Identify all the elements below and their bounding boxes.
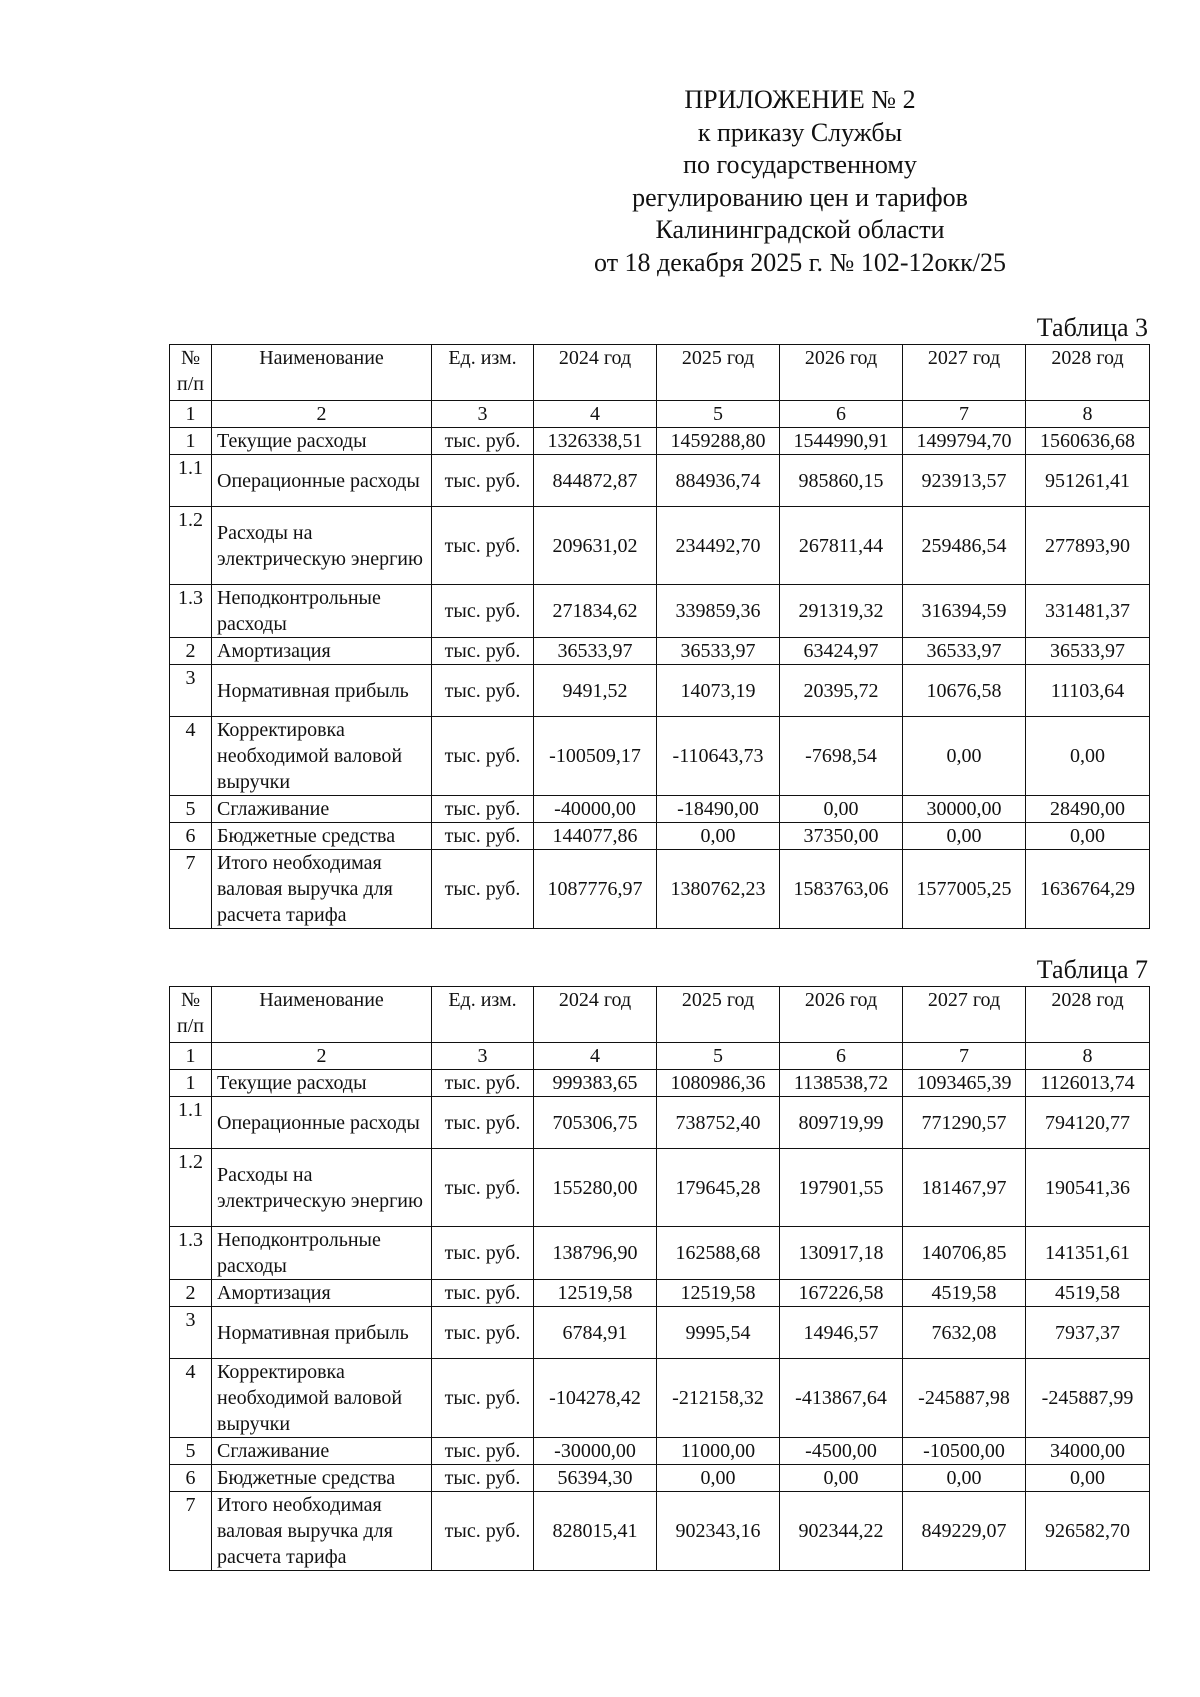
table-row xyxy=(170,507,1150,585)
row-unit: тыс. руб. xyxy=(432,455,534,507)
header-row xyxy=(170,987,1150,1043)
value-2027: 7632,08 xyxy=(903,1307,1026,1359)
value-2028: 34000,00 xyxy=(1026,1438,1150,1465)
value-2028: 4519,58 xyxy=(1026,1280,1150,1307)
header-line: регулированию цен и тарифов xyxy=(632,182,968,212)
value-2027: 10676,58 xyxy=(903,665,1026,717)
value-2025: -18490,00 xyxy=(657,796,780,823)
appendix-header xyxy=(540,84,1060,279)
value-2026: 809719,99 xyxy=(780,1097,903,1149)
row-number: 3 xyxy=(170,665,212,717)
value-2025: 36533,97 xyxy=(657,638,780,665)
value-2026: 130917,18 xyxy=(780,1227,903,1280)
value-2026: 1583763,06 xyxy=(780,850,903,929)
value-2028: 0,00 xyxy=(1026,823,1150,850)
row-name: Нормативная прибыль xyxy=(212,1307,432,1359)
header-line: от 18 декабря 2025 г. № 102-12окк/25 xyxy=(594,247,1006,277)
row-name: Текущие расходы xyxy=(212,428,432,455)
row-number: 7 xyxy=(170,850,212,929)
table-row xyxy=(170,1438,1150,1465)
value-2024: 144077,86 xyxy=(534,823,657,850)
value-2028: 11103,64 xyxy=(1026,665,1150,717)
data-table xyxy=(169,344,1150,929)
column-number: 4 xyxy=(534,1043,657,1070)
row-number: 6 xyxy=(170,1465,212,1492)
value-2024: 1326338,51 xyxy=(534,428,657,455)
row-unit: тыс. руб. xyxy=(432,665,534,717)
row-unit: тыс. руб. xyxy=(432,1307,534,1359)
table-row xyxy=(170,796,1150,823)
col-header-name: Наименование xyxy=(212,987,432,1043)
row-name: Операционные расходы xyxy=(212,1097,432,1149)
row-unit: тыс. руб. xyxy=(432,1438,534,1465)
value-2028: 0,00 xyxy=(1026,1465,1150,1492)
row-unit: тыс. руб. xyxy=(432,823,534,850)
table-row xyxy=(170,1097,1150,1149)
row-name: Бюджетные средства xyxy=(212,1465,432,1492)
column-number: 2 xyxy=(212,401,432,428)
table-row xyxy=(170,1149,1150,1227)
value-2028: 7937,37 xyxy=(1026,1307,1150,1359)
value-2027: 259486,54 xyxy=(903,507,1026,585)
value-2026: 902344,22 xyxy=(780,1492,903,1571)
row-unit: тыс. руб. xyxy=(432,1149,534,1227)
value-2027: 923913,57 xyxy=(903,455,1026,507)
col-header-2028: 2028 год xyxy=(1026,987,1150,1043)
column-number: 4 xyxy=(534,401,657,428)
value-2028: 331481,37 xyxy=(1026,585,1150,638)
column-number: 8 xyxy=(1026,1043,1150,1070)
value-2028: 794120,77 xyxy=(1026,1097,1150,1149)
value-2026: 0,00 xyxy=(780,1465,903,1492)
row-unit: тыс. руб. xyxy=(432,1097,534,1149)
row-name: Бюджетные средства xyxy=(212,823,432,850)
value-2027: -245887,98 xyxy=(903,1359,1026,1438)
table-row xyxy=(170,717,1150,796)
row-number: 1.3 xyxy=(170,1227,212,1280)
table-row xyxy=(170,1227,1150,1280)
row-number: 1 xyxy=(170,1070,212,1097)
row-number: 3 xyxy=(170,1307,212,1359)
value-2028: 926582,70 xyxy=(1026,1492,1150,1571)
value-2025: 9995,54 xyxy=(657,1307,780,1359)
row-number: 2 xyxy=(170,638,212,665)
value-2024: 6784,91 xyxy=(534,1307,657,1359)
column-number: 7 xyxy=(903,401,1026,428)
value-2027: 0,00 xyxy=(903,1465,1026,1492)
value-2024: 271834,62 xyxy=(534,585,657,638)
value-2025: 1459288,80 xyxy=(657,428,780,455)
col-header-no: № п/п xyxy=(170,345,212,401)
value-2026: -4500,00 xyxy=(780,1438,903,1465)
column-number: 3 xyxy=(432,401,534,428)
row-unit: тыс. руб. xyxy=(432,428,534,455)
value-2024: 56394,30 xyxy=(534,1465,657,1492)
value-2025: 234492,70 xyxy=(657,507,780,585)
row-number: 1.1 xyxy=(170,455,212,507)
value-2027: 849229,07 xyxy=(903,1492,1026,1571)
column-number: 5 xyxy=(657,401,780,428)
table-label: Таблица 3 xyxy=(1036,313,1148,342)
data-table xyxy=(169,986,1150,1571)
value-2028: 277893,90 xyxy=(1026,507,1150,585)
table-row xyxy=(170,1280,1150,1307)
row-number: 4 xyxy=(170,717,212,796)
row-number: 2 xyxy=(170,1280,212,1307)
row-number: 1.2 xyxy=(170,1149,212,1227)
col-header-no: № п/п xyxy=(170,987,212,1043)
header-line: к приказу Службы xyxy=(697,117,903,147)
value-2027: 140706,85 xyxy=(903,1227,1026,1280)
value-2026: 0,00 xyxy=(780,796,903,823)
value-2024: 36533,97 xyxy=(534,638,657,665)
table-row xyxy=(170,428,1150,455)
value-2025: 0,00 xyxy=(657,823,780,850)
value-2024: 705306,75 xyxy=(534,1097,657,1149)
column-number: 7 xyxy=(903,1043,1026,1070)
row-unit: тыс. руб. xyxy=(432,507,534,585)
value-2025: 14073,19 xyxy=(657,665,780,717)
row-unit: тыс. руб. xyxy=(432,1492,534,1571)
row-number: 5 xyxy=(170,796,212,823)
column-number: 8 xyxy=(1026,401,1150,428)
value-2026: 14946,57 xyxy=(780,1307,903,1359)
value-2027: 316394,59 xyxy=(903,585,1026,638)
header-line: по государственному xyxy=(683,150,917,179)
row-unit: тыс. руб. xyxy=(432,1070,534,1097)
header-line: Калининградской области xyxy=(655,215,945,244)
table-row xyxy=(170,455,1150,507)
value-2025: -212158,32 xyxy=(657,1359,780,1438)
row-name: Корректировка необходимой валовой выручки xyxy=(212,1359,432,1438)
col-header-2026: 2026 год xyxy=(780,987,903,1043)
row-name: Операционные расходы xyxy=(212,455,432,507)
header-row xyxy=(170,345,1150,401)
value-2026: 1544990,91 xyxy=(780,428,903,455)
table-row xyxy=(170,850,1150,929)
table-row xyxy=(170,1465,1150,1492)
value-2028: 1636764,29 xyxy=(1026,850,1150,929)
row-name: Нормативная прибыль xyxy=(212,665,432,717)
row-name: Амортизация xyxy=(212,638,432,665)
value-2028: 28490,00 xyxy=(1026,796,1150,823)
value-2027: -10500,00 xyxy=(903,1438,1026,1465)
value-2026: 63424,97 xyxy=(780,638,903,665)
value-2027: 1499794,70 xyxy=(903,428,1026,455)
column-number: 6 xyxy=(780,401,903,428)
value-2025: 902343,16 xyxy=(657,1492,780,1571)
row-name: Сглаживание xyxy=(212,796,432,823)
value-2025: 884936,74 xyxy=(657,455,780,507)
value-2028: 190541,36 xyxy=(1026,1149,1150,1227)
row-name: Текущие расходы xyxy=(212,1070,432,1097)
row-name: Неподконтрольные расходы xyxy=(212,585,432,638)
column-number-row xyxy=(170,1043,1150,1070)
column-number: 6 xyxy=(780,1043,903,1070)
column-number: 2 xyxy=(212,1043,432,1070)
table-row xyxy=(170,1492,1150,1571)
value-2024: -104278,42 xyxy=(534,1359,657,1438)
value-2024: 828015,41 xyxy=(534,1492,657,1571)
column-number-row xyxy=(170,401,1150,428)
header-line: ПРИЛОЖЕНИЕ № 2 xyxy=(684,85,916,114)
value-2026: 20395,72 xyxy=(780,665,903,717)
value-2024: 9491,52 xyxy=(534,665,657,717)
col-header-2028: 2028 год xyxy=(1026,345,1150,401)
value-2027: 771290,57 xyxy=(903,1097,1026,1149)
value-2028: 951261,41 xyxy=(1026,455,1150,507)
col-header-unit: Ед. изм. xyxy=(432,987,534,1043)
value-2024: -40000,00 xyxy=(534,796,657,823)
row-number: 1 xyxy=(170,428,212,455)
value-2024: 844872,87 xyxy=(534,455,657,507)
value-2024: 1087776,97 xyxy=(534,850,657,929)
row-number: 6 xyxy=(170,823,212,850)
table-row xyxy=(170,1070,1150,1097)
row-name: Расходы на электрическую энергию xyxy=(212,1149,432,1227)
row-name: Корректировка необходимой валовой выручки xyxy=(212,717,432,796)
value-2026: 291319,32 xyxy=(780,585,903,638)
row-number: 1.1 xyxy=(170,1097,212,1149)
row-name: Итого необходимая валовая выручка для расчета тарифа xyxy=(212,1492,432,1571)
value-2025: 738752,40 xyxy=(657,1097,780,1149)
row-number: 7 xyxy=(170,1492,212,1571)
value-2027: 1577005,25 xyxy=(903,850,1026,929)
value-2028: 1126013,74 xyxy=(1026,1070,1150,1097)
value-2024: 12519,58 xyxy=(534,1280,657,1307)
value-2024: -30000,00 xyxy=(534,1438,657,1465)
row-unit: тыс. руб. xyxy=(432,796,534,823)
row-name: Неподконтрольные расходы xyxy=(212,1227,432,1280)
row-name: Расходы на электрическую энергию xyxy=(212,507,432,585)
value-2024: 155280,00 xyxy=(534,1149,657,1227)
col-header-2025: 2025 год xyxy=(657,345,780,401)
value-2026: 267811,44 xyxy=(780,507,903,585)
col-header-unit: Ед. изм. xyxy=(432,345,534,401)
value-2028: 36533,97 xyxy=(1026,638,1150,665)
column-number: 3 xyxy=(432,1043,534,1070)
value-2025: -110643,73 xyxy=(657,717,780,796)
table-row xyxy=(170,665,1150,717)
table-row xyxy=(170,823,1150,850)
col-header-2025: 2025 год xyxy=(657,987,780,1043)
value-2026: 985860,15 xyxy=(780,455,903,507)
row-number: 4 xyxy=(170,1359,212,1438)
value-2026: -7698,54 xyxy=(780,717,903,796)
value-2026: 197901,55 xyxy=(780,1149,903,1227)
row-name: Итого необходимая валовая выручка для расчета тарифа xyxy=(212,850,432,929)
value-2026: 37350,00 xyxy=(780,823,903,850)
row-number: 5 xyxy=(170,1438,212,1465)
column-number: 1 xyxy=(170,401,212,428)
value-2028: 141351,61 xyxy=(1026,1227,1150,1280)
value-2025: 179645,28 xyxy=(657,1149,780,1227)
col-header-name: Наименование xyxy=(212,345,432,401)
value-2024: -100509,17 xyxy=(534,717,657,796)
value-2025: 162588,68 xyxy=(657,1227,780,1280)
value-2025: 1380762,23 xyxy=(657,850,780,929)
value-2025: 0,00 xyxy=(657,1465,780,1492)
table-row xyxy=(170,638,1150,665)
column-number: 1 xyxy=(170,1043,212,1070)
value-2027: 0,00 xyxy=(903,717,1026,796)
value-2028: 0,00 xyxy=(1026,717,1150,796)
value-2027: 4519,58 xyxy=(903,1280,1026,1307)
value-2024: 209631,02 xyxy=(534,507,657,585)
value-2024: 999383,65 xyxy=(534,1070,657,1097)
value-2025: 1080986,36 xyxy=(657,1070,780,1097)
row-unit: тыс. руб. xyxy=(432,1465,534,1492)
value-2025: 339859,36 xyxy=(657,585,780,638)
col-header-2024: 2024 год xyxy=(534,345,657,401)
row-unit: тыс. руб. xyxy=(432,585,534,638)
col-header-2027: 2027 год xyxy=(903,987,1026,1043)
row-unit: тыс. руб. xyxy=(432,1280,534,1307)
col-header-2026: 2026 год xyxy=(780,345,903,401)
value-2025: 12519,58 xyxy=(657,1280,780,1307)
value-2027: 181467,97 xyxy=(903,1149,1026,1227)
value-2026: -413867,64 xyxy=(780,1359,903,1438)
value-2024: 138796,90 xyxy=(534,1227,657,1280)
value-2027: 1093465,39 xyxy=(903,1070,1026,1097)
row-unit: тыс. руб. xyxy=(432,1227,534,1280)
col-header-2024: 2024 год xyxy=(534,987,657,1043)
row-unit: тыс. руб. xyxy=(432,717,534,796)
column-number: 5 xyxy=(657,1043,780,1070)
value-2027: 0,00 xyxy=(903,823,1026,850)
table-label: Таблица 7 xyxy=(1036,955,1148,984)
row-unit: тыс. руб. xyxy=(432,850,534,929)
table-row xyxy=(170,1359,1150,1438)
value-2026: 1138538,72 xyxy=(780,1070,903,1097)
value-2027: 30000,00 xyxy=(903,796,1026,823)
row-unit: тыс. руб. xyxy=(432,638,534,665)
table-row xyxy=(170,585,1150,638)
row-name: Сглаживание xyxy=(212,1438,432,1465)
value-2026: 167226,58 xyxy=(780,1280,903,1307)
row-unit: тыс. руб. xyxy=(432,1359,534,1438)
value-2028: 1560636,68 xyxy=(1026,428,1150,455)
row-name: Амортизация xyxy=(212,1280,432,1307)
value-2027: 36533,97 xyxy=(903,638,1026,665)
row-number: 1.3 xyxy=(170,585,212,638)
value-2028: -245887,99 xyxy=(1026,1359,1150,1438)
col-header-2027: 2027 год xyxy=(903,345,1026,401)
value-2025: 11000,00 xyxy=(657,1438,780,1465)
table-row xyxy=(170,1307,1150,1359)
row-number: 1.2 xyxy=(170,507,212,585)
